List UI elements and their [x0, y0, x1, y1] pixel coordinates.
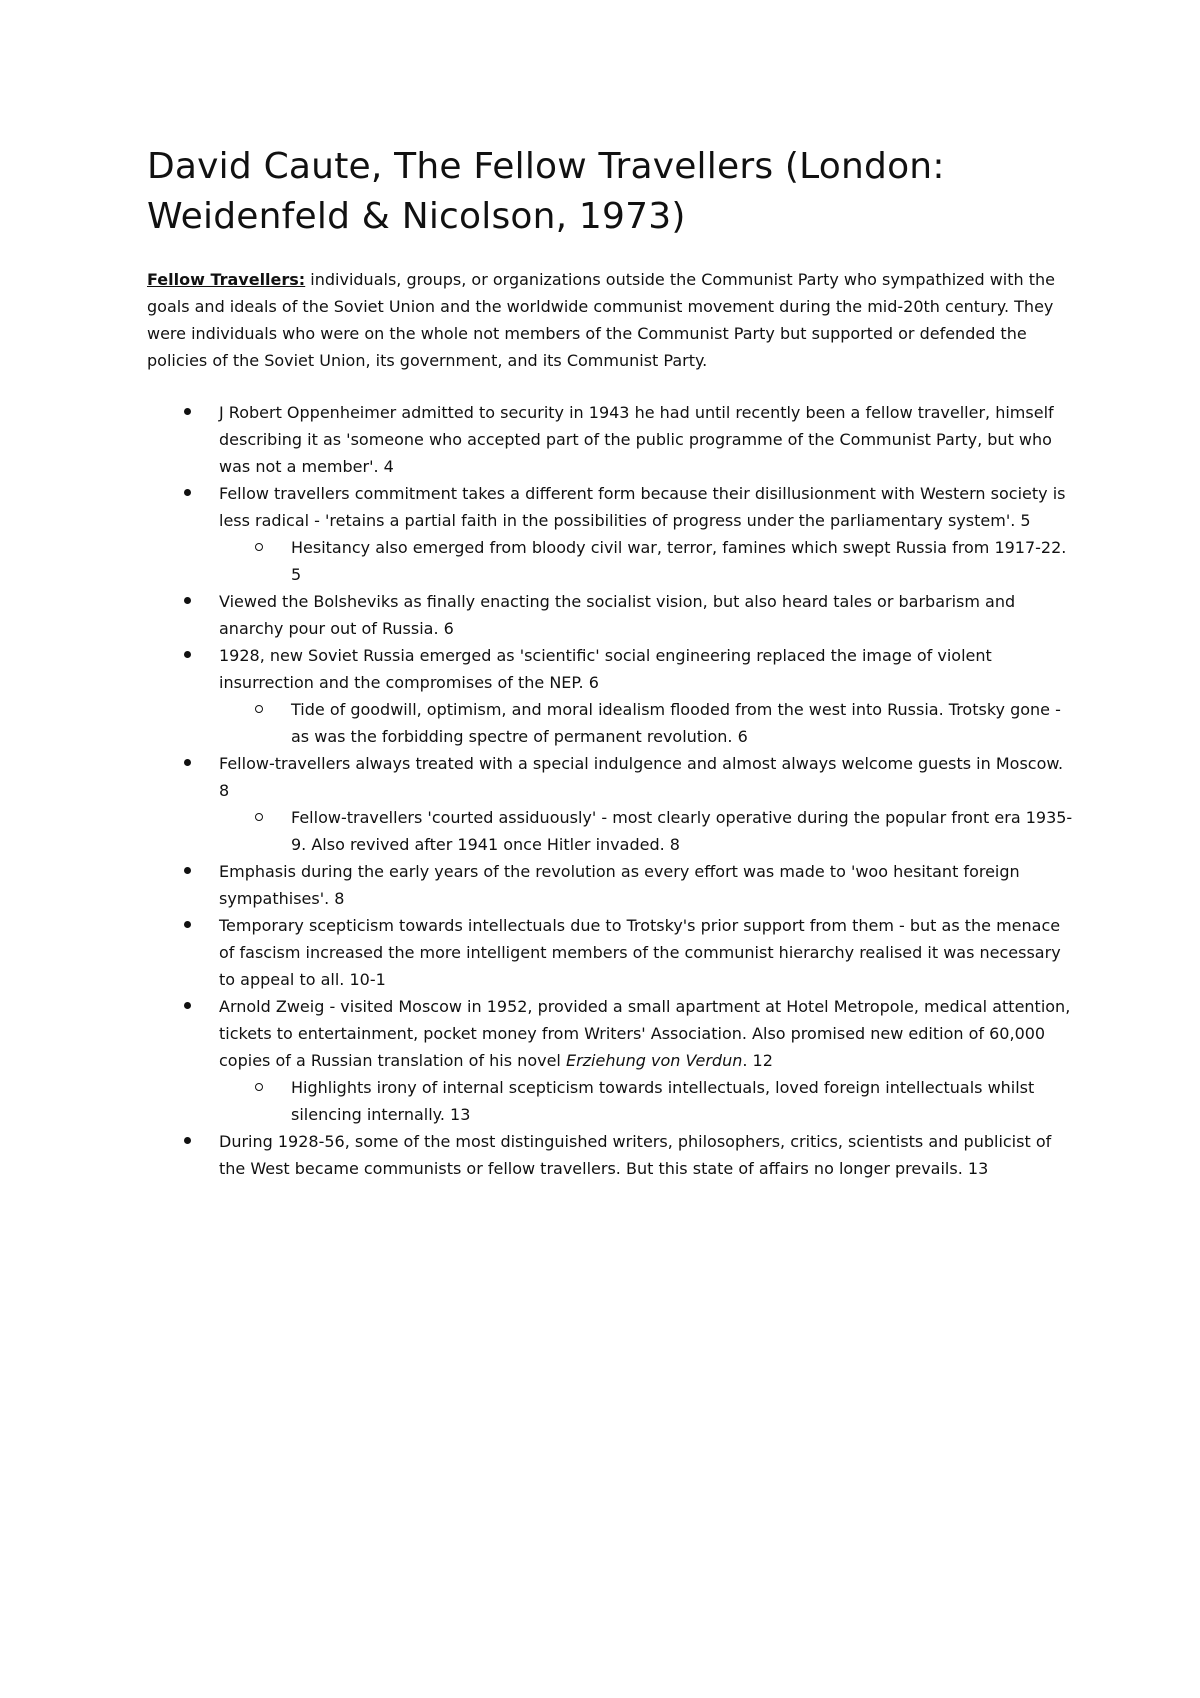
- sub-bullet-list: [147, 1074, 1077, 1128]
- sub-bullet-item: [147, 534, 1077, 588]
- document-title: David Caute, The Fellow Travellers (London: Weidenfeld & Nicolson, 1973): [147, 146, 945, 237]
- bullet-item: [147, 993, 1077, 1074]
- intro-text: individuals, groups, or organizations outside the Communist Party who sympathized with the goals and ideals of the Soviet Union and the worldwide communist movement during the mid-20th century. They were individuals who were on the whole not members of the Communist Party but supported or defended the policies of the Soviet Union, its government, and its Communist Party.: [147, 270, 1055, 370]
- novel-title: Erziehung von Verdun: [565, 1051, 743, 1070]
- bullet-item: [147, 399, 1077, 480]
- intro-term: Fellow Travellers:: [147, 270, 306, 289]
- hollow-circle-icon: [255, 1083, 263, 1091]
- sub-bullet-list: [147, 696, 1077, 750]
- bullet-dot-icon: [184, 1137, 191, 1144]
- sub-bullet-text: Highlights irony of internal scepticism towards intellectuals, loved foreign intellectuals whilst silencing internally. 13: [291, 1078, 1035, 1124]
- sub-bullet-container: [147, 696, 1077, 750]
- bullet-text: Temporary scepticism towards intellectuals due to Trotsky's prior support from them - but as the menace of fascism increased the more intelligent members of the communist hierarchy realised it was necessary to appeal to all. 10-1: [219, 916, 1061, 989]
- bullet-dot-icon: [184, 867, 191, 874]
- document-page: [147, 142, 1077, 1182]
- bullet-item: [147, 912, 1077, 993]
- bullet-dot-icon: [184, 597, 191, 604]
- bullet-item: [147, 588, 1077, 642]
- bullet-dot-icon: [184, 759, 191, 766]
- bullet-text-before: Arnold Zweig - visited Moscow in 1952, provided a small apartment at Hotel Metropole, medical attention, tickets to entertainment, pocket money from Writers' Association. Also promised new edition of 60,000 copies of a Russian translation of his novel: [219, 997, 1071, 1070]
- hollow-circle-icon: [255, 705, 263, 713]
- bullet-text: Emphasis during the early years of the revolution as every effort was made to 'woo hesitant foreign sympathises'. 8: [219, 862, 1020, 908]
- bullet-item: [147, 480, 1077, 534]
- sub-bullet-container: [147, 804, 1077, 858]
- bullet-list: [147, 399, 1077, 1182]
- bullet-dot-icon: [184, 489, 191, 496]
- hollow-circle-icon: [255, 813, 263, 821]
- bullet-dot-icon: [184, 651, 191, 658]
- sub-bullet-item: [147, 1074, 1077, 1128]
- sub-bullet-text: Tide of goodwill, optimism, and moral idealism flooded from the west into Russia. Trotsky gone - as was the forbidding spectre of permanent revolution. 6: [291, 700, 1061, 746]
- sub-bullet-list: [147, 804, 1077, 858]
- sub-bullet-item: [147, 804, 1077, 858]
- sub-bullet-text: Hesitancy also emerged from bloody civil war, terror, famines which swept Russia from 1917-22. 5: [291, 538, 1067, 584]
- sub-bullet-list: [147, 534, 1077, 588]
- bullet-item: [147, 750, 1077, 804]
- hollow-circle-icon: [255, 543, 263, 551]
- bullet-text: 1928, new Soviet Russia emerged as 'scientific' social engineering replaced the image of violent insurrection and the compromises of the NEP. 6: [219, 646, 992, 692]
- bullet-text: Fellow travellers commitment takes a different form because their disillusionment with Western society is less radical - 'retains a partial faith in the possibilities of progress under the parliamentary system'. 5: [219, 484, 1066, 530]
- sub-bullet-container: [147, 534, 1077, 588]
- bullet-item: [147, 642, 1077, 696]
- bullet-text: Viewed the Bolsheviks as finally enacting the socialist vision, but also heard tales or barbarism and anarchy pour out of Russia. 6: [219, 592, 1016, 638]
- bullet-item: [147, 858, 1077, 912]
- bullet-text: During 1928-56, some of the most distinguished writers, philosophers, critics, scientists and publicist of the West became communists or fellow travellers. But this state of affairs no longer prevails. 13: [219, 1132, 1052, 1178]
- bullet-text: Fellow-travellers always treated with a special indulgence and almost always welcome guests in Moscow. 8: [219, 754, 1064, 800]
- bullet-dot-icon: [184, 408, 191, 415]
- bullet-text: J Robert Oppenheimer admitted to security in 1943 he had until recently been a fellow traveller, himself describing it as 'someone who accepted part of the public programme of the Communist Party, but who was not a member'. 4: [219, 403, 1054, 476]
- sub-bullet-text: Fellow-travellers 'courted assiduously' - most clearly operative during the popular front era 1935-9. Also revived after 1941 once Hitler invaded. 8: [291, 808, 1073, 854]
- bullet-dot-icon: [184, 1002, 191, 1009]
- sub-bullet-item: [147, 696, 1077, 750]
- intro-paragraph: [147, 266, 1077, 374]
- bullet-item: [147, 1128, 1077, 1182]
- sub-bullet-container: [147, 1074, 1077, 1128]
- bullet-text-after: . 12: [742, 1051, 773, 1070]
- bullet-dot-icon: [184, 921, 191, 928]
